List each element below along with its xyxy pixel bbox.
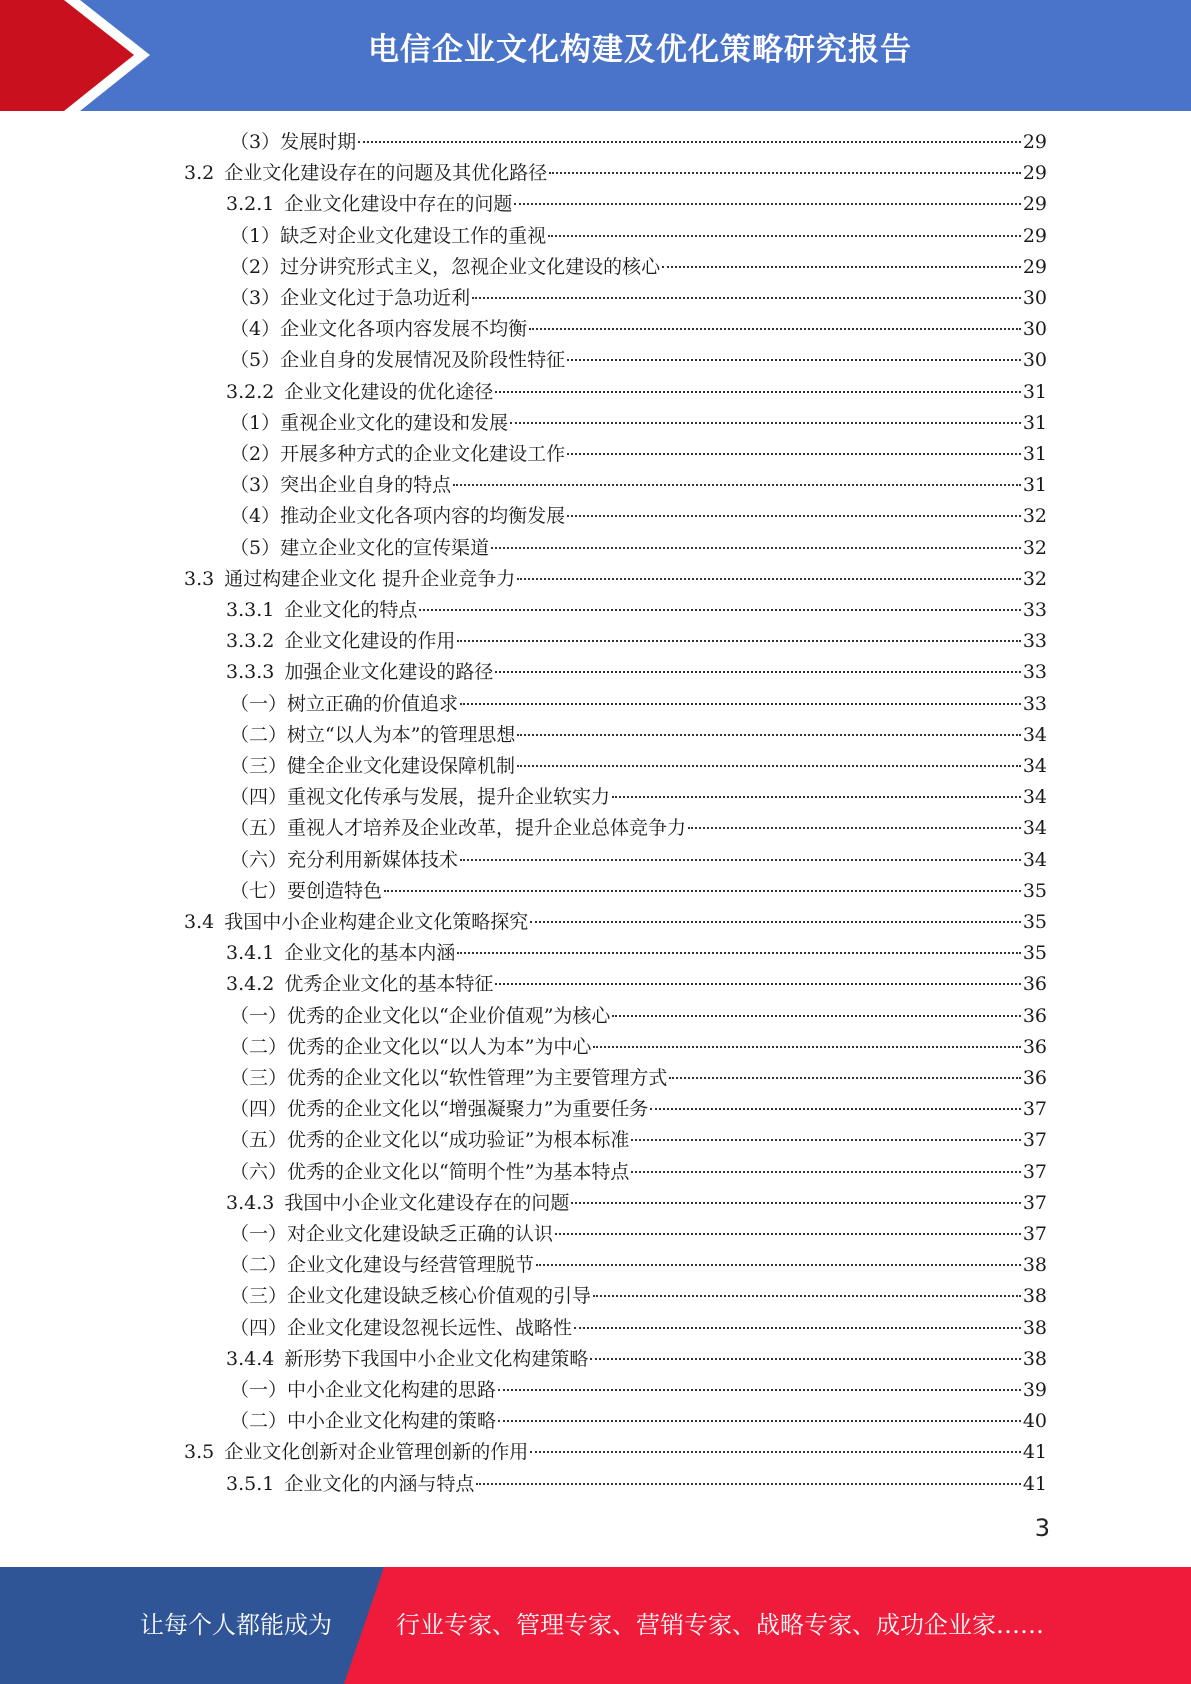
- toc-entry[interactable]: [226, 1188, 1047, 1219]
- toc-entry-page: 29: [1022, 193, 1047, 216]
- toc-entry-title: （六）优秀的企业文化以“简明个性”为基本特点: [230, 1160, 630, 1183]
- toc-dot-leader: [612, 1015, 1020, 1017]
- toc-entry[interactable]: [230, 345, 1047, 376]
- toc-entry-page: 39: [1022, 1379, 1047, 1401]
- toc-entry-title: （5）企业自身的发展情况及阶段性特征: [230, 349, 566, 372]
- toc-entry[interactable]: [230, 533, 1047, 564]
- toc-dot-leader: [460, 859, 1021, 861]
- toc-entry-page: 34: [1022, 723, 1047, 746]
- toc-entry-page: 32: [1022, 505, 1047, 528]
- toc-entry-title: （七）要创造特色: [230, 879, 383, 902]
- toc-entry-page: 38: [1022, 1347, 1047, 1370]
- toc-entry[interactable]: [230, 283, 1047, 314]
- toc-entry[interactable]: [230, 813, 1047, 844]
- toc-entry[interactable]: [230, 720, 1047, 751]
- toc-entry-page: 40: [1022, 1410, 1047, 1433]
- toc-entry-title: 我国中小企业文化建设存在的问题: [284, 1191, 570, 1214]
- toc-entry-title: （四）企业文化建设忽视长远性、战略性: [230, 1316, 573, 1339]
- toc-entry-title: 企业文化的特点: [284, 599, 418, 621]
- toc-entry-page: 37: [1022, 1098, 1047, 1121]
- toc-dot-leader: [517, 734, 1020, 736]
- toc-dot-leader: [495, 671, 1020, 673]
- toc-dot-leader: [530, 1451, 1021, 1453]
- toc-entry-title: （二）树立“以人为本”的管理思想: [230, 723, 516, 746]
- toc-dot-leader: [529, 328, 1021, 330]
- toc-entry-page: 29: [1022, 224, 1047, 247]
- toc-entry-page: 35: [1022, 942, 1047, 965]
- toc-entry[interactable]: [226, 938, 1047, 969]
- toc-entry-page: 36: [1022, 1004, 1047, 1027]
- toc-entry-title: （三）优秀的企业文化以“软性管理”为主要管理方式: [230, 1067, 668, 1089]
- toc-entry-number: 3.2.2: [226, 380, 275, 403]
- toc-entry-page: 41: [1022, 1441, 1047, 1464]
- toc-entry-number: 3.4.1: [226, 942, 275, 965]
- footer-slogan-right: 行业专家、管理专家、营销专家、战略专家、成功企业家……: [396, 1611, 1044, 1639]
- toc-dot-leader: [650, 1108, 1020, 1110]
- toc-entry-page: 34: [1022, 817, 1047, 840]
- toc-entry-page: 31: [1022, 411, 1047, 434]
- toc-dot-leader: [555, 1233, 1021, 1235]
- toc-entry[interactable]: [230, 314, 1047, 345]
- toc-entry-title: （二）中小企业文化构建的策略: [230, 1410, 497, 1433]
- toc-entry-page: 33: [1022, 630, 1047, 653]
- toc-dot-leader: [498, 1389, 1021, 1391]
- toc-dot-leader: [419, 609, 1020, 611]
- toc-entry-title: 企业文化建设存在的问题及其优化路径: [224, 162, 548, 185]
- toc-dot-leader: [491, 547, 1021, 549]
- toc-entry-title: （四）重视文化传承与发展，提升企业软实力: [230, 786, 611, 809]
- toc-entry[interactable]: [230, 1063, 1047, 1094]
- toc-entry[interactable]: [226, 969, 1047, 1000]
- toc-entry[interactable]: [184, 564, 1047, 595]
- toc-dot-leader: [688, 827, 1021, 829]
- toc-entry[interactable]: [230, 1375, 1047, 1406]
- toc-entry-page: 38: [1022, 1316, 1047, 1339]
- toc-entry-page: 29: [1022, 131, 1047, 153]
- toc-dot-leader: [571, 1202, 1020, 1204]
- toc-entry-number: 3.4.3: [226, 1191, 275, 1214]
- toc-entry[interactable]: [230, 1125, 1047, 1156]
- toc-entry-page: 29: [1022, 255, 1047, 278]
- toc-entry-number: 3.5.1: [226, 1472, 275, 1495]
- toc-entry-number: 3.4: [184, 911, 215, 933]
- toc-entry-page: 37: [1022, 1191, 1047, 1214]
- toc-entry[interactable]: [226, 657, 1047, 688]
- toc-entry[interactable]: [230, 1281, 1047, 1312]
- toc-dot-leader: [517, 578, 1021, 580]
- toc-entry-page: 31: [1022, 443, 1047, 465]
- toc-dot-leader: [460, 703, 1021, 705]
- toc-entry[interactable]: [230, 127, 1047, 158]
- toc-entry-page: 36: [1022, 973, 1047, 996]
- toc-entry-page: 37: [1022, 1223, 1047, 1245]
- toc-entry-page: 38: [1022, 1285, 1047, 1308]
- toc-dot-leader: [457, 952, 1020, 954]
- toc-entry-title: （一）对企业文化建设缺乏正确的认识: [230, 1223, 554, 1245]
- toc-entry[interactable]: [230, 1406, 1047, 1437]
- toc-entry-page: 30: [1022, 349, 1047, 372]
- toc-entry[interactable]: [226, 377, 1047, 408]
- toc-entry-page: 33: [1022, 599, 1047, 621]
- toc-entry-title: （3）发展时期: [230, 131, 357, 153]
- toc-entry-title: 优秀企业文化的基本特征: [284, 973, 494, 996]
- toc-dot-leader: [590, 1358, 1020, 1360]
- toc-entry[interactable]: [230, 439, 1047, 470]
- toc-dot-leader: [593, 1295, 1021, 1297]
- toc-entry-title: （2）开展多种方式的企业文化建设工作: [230, 443, 566, 465]
- toc-dot-leader: [495, 391, 1020, 393]
- toc-entry[interactable]: [230, 221, 1047, 252]
- toc-entry-title: （五）优秀的企业文化以“成功验证”为根本标准: [230, 1129, 630, 1152]
- toc-dot-leader: [567, 453, 1021, 455]
- footer-slogan-left: 让每个人都能成为: [140, 1611, 332, 1639]
- toc-entry-title: 企业文化建设的优化途径: [284, 380, 494, 403]
- toc-entry[interactable]: [230, 1157, 1047, 1188]
- toc-entry[interactable]: [230, 252, 1047, 283]
- toc-dot-leader: [548, 235, 1021, 237]
- toc-entry[interactable]: [230, 845, 1047, 876]
- toc-entry[interactable]: [184, 158, 1047, 189]
- toc-entry-page: 31: [1022, 474, 1047, 497]
- toc-entry[interactable]: [230, 876, 1047, 907]
- toc-entry[interactable]: [226, 595, 1047, 626]
- toc-entry-title: （一）优秀的企业文化以“企业价值观”为核心: [230, 1004, 611, 1027]
- toc-entry-page: 32: [1022, 536, 1047, 559]
- toc-dot-leader: [457, 640, 1020, 642]
- toc-dot-leader: [517, 765, 1021, 767]
- toc-entry-title: （三）企业文化建设缺乏核心价值观的引导: [230, 1285, 592, 1308]
- toc-entry[interactable]: [230, 501, 1047, 532]
- toc-entry-page: 36: [1022, 1067, 1047, 1089]
- toc-entry-page: 32: [1022, 567, 1047, 590]
- toc-dot-leader: [567, 515, 1021, 517]
- toc-entry-title: （四）优秀的企业文化以“增强凝聚力”为重要任务: [230, 1098, 649, 1121]
- toc-entry[interactable]: [226, 1344, 1047, 1375]
- toc-entry-page: 35: [1022, 911, 1047, 933]
- toc-dot-leader: [476, 1483, 1020, 1485]
- toc-dot-leader: [536, 1264, 1021, 1266]
- toc-entry-title: 企业文化创新对企业管理创新的作用: [224, 1441, 529, 1464]
- toc-entry-title: 加强企业文化建设的路径: [284, 661, 494, 684]
- document-title: 电信企业文化构建及优化策略研究报告: [368, 32, 912, 68]
- toc-entry-title: （二）优秀的企业文化以“以人为本”为中心: [230, 1035, 592, 1058]
- toc-entry-page: 33: [1022, 661, 1047, 684]
- toc-dot-leader: [358, 141, 1021, 143]
- toc-entry-number: 3.3.2: [226, 630, 275, 653]
- toc-entry[interactable]: [226, 1469, 1047, 1500]
- toc-entry[interactable]: [184, 1437, 1047, 1468]
- toc-entry[interactable]: [230, 1001, 1047, 1032]
- toc-entry-page: 34: [1022, 786, 1047, 809]
- toc-entry-title: 企业文化建设的作用: [284, 630, 456, 653]
- toc-entry-page: 31: [1022, 380, 1047, 403]
- toc-entry-page: 30: [1022, 287, 1047, 309]
- toc-entry[interactable]: [226, 189, 1047, 220]
- toc-entry-number: 3.4.4: [226, 1347, 275, 1370]
- toc-entry-number: 3.2.1: [226, 193, 275, 216]
- toc-entry-page: 34: [1022, 755, 1047, 777]
- toc-entry-page: 30: [1022, 318, 1047, 341]
- toc-dot-leader: [472, 297, 1021, 299]
- toc-dot-leader: [498, 1420, 1021, 1422]
- toc-dot-leader: [631, 1171, 1020, 1173]
- page-number: 3: [1034, 1514, 1050, 1542]
- toc-entry-title: （三）健全企业文化建设保障机制: [230, 755, 516, 777]
- toc-entry-title: （4）企业文化各项内容发展不均衡: [230, 318, 528, 341]
- page-footer: [0, 1567, 1191, 1684]
- toc-dot-leader: [662, 266, 1021, 268]
- toc-entry-page: 36: [1022, 1035, 1047, 1058]
- toc-dot-leader: [567, 359, 1021, 361]
- toc-entry-title: （一）树立正确的价值追求: [230, 692, 459, 715]
- toc-dot-leader: [631, 1139, 1020, 1141]
- toc-entry-title: （3）企业文化过于急功近利: [230, 287, 471, 309]
- toc-entry-page: 33: [1022, 692, 1047, 715]
- toc-entry-page: 35: [1022, 879, 1047, 902]
- toc-entry[interactable]: [230, 408, 1047, 439]
- toc-entry-title: （六）充分利用新媒体技术: [230, 848, 459, 871]
- toc-dot-leader: [510, 422, 1021, 424]
- toc-entry-title: （5）建立企业文化的宣传渠道: [230, 536, 490, 559]
- toc-entry-number: 3.3: [184, 567, 215, 590]
- toc-entry-title: 新形势下我国中小企业文化构建策略: [284, 1347, 589, 1370]
- toc-entry-title: 通过构建企业文化 提升企业竞争力: [224, 567, 516, 590]
- toc-entry-title: （3）突出企业自身的特点: [230, 474, 452, 497]
- toc-entry-number: 3.4.2: [226, 973, 275, 996]
- toc-entry-number: 3.3.3: [226, 661, 275, 684]
- toc-entry[interactable]: [230, 470, 1047, 501]
- toc-entry-title: 企业文化建设中存在的问题: [284, 193, 513, 216]
- toc-dot-leader: [384, 890, 1021, 892]
- toc-entry-title: （二）企业文化建设与经营管理脱节: [230, 1254, 535, 1277]
- toc-entry[interactable]: [230, 1250, 1047, 1281]
- toc-entry-title: （4）推动企业文化各项内容的均衡发展: [230, 505, 566, 528]
- toc-dot-leader: [453, 484, 1021, 486]
- toc-entry[interactable]: [230, 1094, 1047, 1125]
- page-header: [0, 0, 1191, 111]
- toc-entry-title: （五）重视人才培养及企业改革，提升企业总体竞争力: [230, 817, 687, 840]
- toc-dot-leader: [669, 1077, 1020, 1079]
- toc-entry-title: 企业文化的内涵与特点: [284, 1472, 475, 1495]
- toc-entry[interactable]: [230, 782, 1047, 813]
- toc-dot-leader: [549, 172, 1021, 174]
- toc-entry-number: 3.5: [184, 1441, 215, 1464]
- toc-entry-page: 37: [1022, 1160, 1047, 1183]
- toc-entry-title: （1）缺乏对企业文化建设工作的重视: [230, 224, 547, 247]
- toc-entry-title: 企业文化的基本内涵: [284, 942, 456, 965]
- toc-dot-leader: [574, 1327, 1021, 1329]
- toc-entry[interactable]: [230, 1219, 1047, 1250]
- toc-entry-page: 37: [1022, 1129, 1047, 1152]
- toc-entry-title: （1）重视企业文化的建设和发展: [230, 411, 509, 434]
- toc-entry[interactable]: [226, 626, 1047, 657]
- toc-entry-page: 41: [1022, 1472, 1047, 1495]
- toc-entry-number: 3.3.1: [226, 599, 275, 621]
- toc-entry-title: （2）过分讲究形式主义，忽视企业文化建设的核心: [230, 255, 661, 278]
- toc-entry[interactable]: [230, 1313, 1047, 1344]
- toc-entry-number: 3.2: [184, 162, 215, 185]
- toc-entry[interactable]: [230, 689, 1047, 720]
- toc-entry[interactable]: [230, 1032, 1047, 1063]
- toc-entry-title: 我国中小企业构建企业文化策略探究: [224, 911, 529, 933]
- toc-entry-page: 34: [1022, 848, 1047, 871]
- toc-dot-leader: [530, 921, 1021, 923]
- toc-dot-leader: [593, 1046, 1020, 1048]
- toc-dot-leader: [514, 203, 1020, 205]
- toc-entry-page: 38: [1022, 1254, 1047, 1277]
- toc-dot-leader: [612, 796, 1021, 798]
- toc-entry[interactable]: [230, 751, 1047, 782]
- toc-entry-title: （一）中小企业文化构建的思路: [230, 1379, 497, 1401]
- toc-dot-leader: [495, 983, 1020, 985]
- toc-entry[interactable]: [184, 907, 1047, 938]
- toc-entry-page: 29: [1022, 162, 1047, 185]
